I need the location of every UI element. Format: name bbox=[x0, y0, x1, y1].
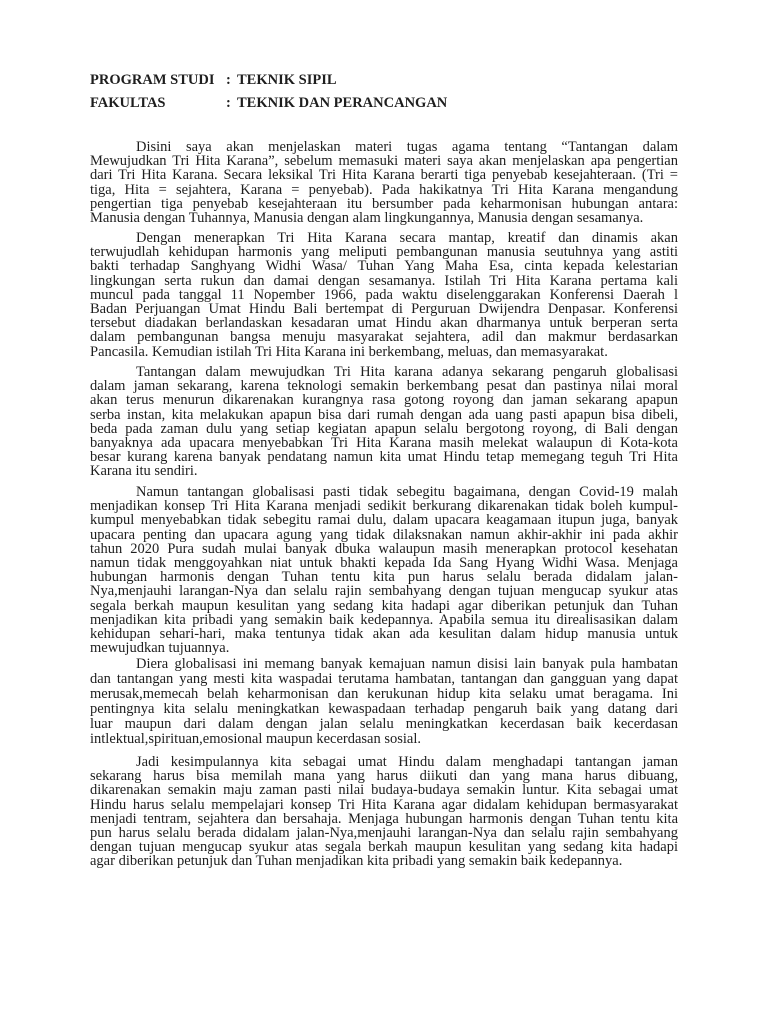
text-line: dari Tri Hita Karana. Secara leksikal Tri Hita Karana berarti tiga penyebab kesejahteraan. (Tri = bbox=[90, 167, 678, 184]
text-line: dan tantangan yang mesti kita waspadai terutama hambatan, tantangan dan gangguan yang dapat bbox=[90, 671, 678, 687]
text-line: beda pada zaman dulu yang setiap kegiatan apapun selalu bergotong royong, di Bali dengan bbox=[90, 420, 678, 437]
text-line: namun tidak menggoyahkan niat untuk bhakti kepada Ida Sang Hyang Widhi Wasa. Menjaga bbox=[90, 555, 678, 572]
text-line: Manusia dengan Tuhannya, Manusia dengan alam lingkungannya, Manusia dengan sesamanya. bbox=[90, 210, 644, 227]
paragraph-1 bbox=[90, 140, 678, 225]
text-line: Disini saya akan menjelaskan materi tugas agama tentang “Tantangan dalam bbox=[136, 139, 678, 155]
text-line: pentingnya kita selalu meningkatkan kewaspadaan terhadap pengaruh baik yang datang dari bbox=[90, 701, 678, 717]
text-line: hubungan harmonis dengan Tuhan tentu kita pun harus selalu berada didalam jalan- bbox=[90, 569, 678, 586]
text-line: Tantangan dalam mewujudkan Tri Hita karana adanya sekarang pengaruh globalisasi bbox=[136, 364, 678, 380]
text-line: bakti terhadap Sanghyang Widhi Wasa/ Tuhan Yang Maha Esa, cinta kepada kelestarian bbox=[90, 258, 678, 275]
text-line: kumpul menyebabkan tidak sebegitu ramai dulu, dalam upacara keagamaan itupun juga, banyak bbox=[90, 512, 678, 529]
text-line: Mewujudkan Tri Hita Karana”, sebelum memasuki materi saya akan menjelaskan apa pengertian bbox=[90, 153, 678, 170]
text-line: tahun 2020 Pura sudah mulai banyak dbuka walaupun masih menerapkan protocol kesehatan bbox=[90, 540, 678, 557]
text-line: Karana itu sendiri. bbox=[90, 463, 198, 480]
text-line: agar diberikan petunjuk dan Tuhan menjadikan kita pribadi yang semakin baik kedepannya. bbox=[90, 853, 623, 870]
text-line: besar kurang karena banyak pendatang namun kita umat Hindu tetap memegang teguh Tri Hita bbox=[90, 449, 678, 466]
text-line: dikarenakan semakin maju zaman pasti nilai budaya-budaya semakin luntur. Kita sebagai umat bbox=[90, 782, 678, 799]
text-line: Badan Perjuangan Umat Hindu Bali bertempat di Perguruan Dwijendra Denpasar. Konferensi bbox=[90, 301, 678, 318]
text-line: luar maupun dari dalam dengan jalan selalu meningkatkan kecerdasan baik kecerdasan bbox=[90, 716, 678, 732]
paragraph-5 bbox=[90, 657, 678, 747]
text-line: dengan tujuan mengucap syukur atas segala berkah maupun kesulitan yang sedang kita hadapi bbox=[90, 839, 678, 856]
text-line: akan terus menurun dikarenakan kurangnya rasa gotong royong dan jaman sekarang apapun bbox=[90, 392, 678, 409]
fakultas-row bbox=[90, 95, 447, 111]
text-line: Namun tantangan globalisasi pasti tidak sebegitu bagaimana, dengan Covid-19 malah bbox=[136, 484, 678, 500]
text-line: menjadikan konsep Tri Hita Karana menjadi sedikit berkurang dikarenakan tidak boleh kumpul- bbox=[90, 498, 678, 515]
text-line: lingkungan serta rukun dan damai dengan sesamanya. Istilah Tri Hita Karana pertama kali bbox=[90, 272, 678, 289]
paragraph-3 bbox=[90, 365, 678, 479]
paragraph-6 bbox=[90, 755, 678, 869]
text-line: intlektual,spirituan,emosional maupun kecerdasan sosial. bbox=[90, 731, 422, 747]
text-line: terwujudlah kehidupan harmonis yang meliputi pembangunan manusia seutuhnya yang astiti bbox=[90, 244, 678, 261]
text-line: pengertian tiga penyebab kesejahteraan itu bersumber pada keharmonisan hubungan antara: bbox=[90, 195, 678, 212]
text-line: serba instan, kita melakukan apapun bisa dari rumah dengan ada uang pasti apapun bisa dibeli, bbox=[90, 406, 678, 423]
text-line: menjadi tentram, sejahtera dan bersahaja. Menjaga hubungan harmonis dengan Tuhan tentu kita bbox=[90, 810, 678, 827]
text-line: dalam pembangunan bangsa menuju masyarakat sejahtera, adil dan makmur berdasarkan bbox=[90, 329, 678, 346]
program-studi-row bbox=[90, 72, 337, 88]
text-line: dalam jaman sekarang, karena teknologi semakin berkembang pesat dan pastinya nilai moral bbox=[90, 378, 678, 395]
program-studi-separator: : bbox=[226, 72, 231, 88]
text-line: mewujudkan tujuannya. bbox=[90, 640, 230, 657]
text-line: tiga, Hita = sejahtera, Karana = penyebab). Pada hakikatnya Tri Hita Karana mengandung bbox=[90, 181, 678, 198]
fakultas-label: FAKULTAS bbox=[90, 95, 166, 111]
paragraph-4 bbox=[90, 485, 678, 655]
text-line: upacara penting dan upacara agung yang tidak dilaksnakan namun akhir-akhir ini pada akhir bbox=[90, 526, 678, 543]
text-line: segala berkah maupun kesulitan yang sedang kita hadapi agar diberikan petunjuk dan Tuhan bbox=[90, 597, 678, 614]
text-line: Hindu harus selalu mempelajari konsep Tri Hita Karana agar didalam kehidupan bermasyarakat bbox=[90, 796, 678, 813]
program-studi-value: TEKNIK SIPIL bbox=[237, 72, 337, 88]
text-line: menjadikan kita pribadi yang semakin baik kedepannya. Apabila semua itu direalisasikan dalam bbox=[90, 611, 678, 628]
text-line: merusak,memecah belah keharmonisan dan kerukunan hidup kita selaku umat beragama. Ini bbox=[90, 686, 678, 702]
text-line: Dengan menerapkan Tri Hita Karana secara mantap, kreatif dan dinamis akan bbox=[136, 230, 678, 246]
paragraph-2 bbox=[90, 231, 678, 359]
text-line: Nya,menjauhi larangan-Nya dan selalu rajin sembahyang dengan tujuan mengucap syukur atas bbox=[90, 583, 678, 600]
text-line: Jadi kesimpulannya kita sebagai umat Hindu dalam menghadapi tantangan jaman bbox=[136, 754, 678, 770]
fakultas-separator: : bbox=[226, 95, 231, 111]
text-line: banyaknya ada upacara menyebabkan Tri Hita Karana masih melekat walaupun di Kota-kota bbox=[90, 435, 678, 452]
text-line: kehidupan sehari-hari, maka tentunya tidak akan ada kesulitan dalam hidup manusia untuk bbox=[90, 626, 678, 643]
text-line: tersebut diadakan berlandaskan kesadaran umat Hindu akan dharmanya untuk berperan serta bbox=[90, 315, 678, 332]
text-line: pun harus selalu berada didalam jalan-Nya,menjauhi larangan-Nya dan selalu rajin sembahyang bbox=[90, 825, 678, 842]
fakultas-value: TEKNIK DAN PERANCANGAN bbox=[237, 95, 448, 111]
text-line: muncul pada tanggal 11 Nopember 1966, pada waktu diselenggarakan Konferensi Daerah l bbox=[90, 286, 678, 303]
program-studi-label: PROGRAM STUDI bbox=[90, 72, 215, 88]
text-line: Pancasila. Kemudian istilah Tri Hita Karana ini berkembang, meluas, dan memasyarakat. bbox=[90, 343, 608, 360]
text-line: Diera globalisasi ini memang banyak kemajuan namun disisi lain banyak pula hambatan bbox=[136, 656, 678, 672]
text-line: sekarang harus bisa memilah mana yang harus diikuti dan yang mana harus dibuang, bbox=[90, 768, 678, 785]
